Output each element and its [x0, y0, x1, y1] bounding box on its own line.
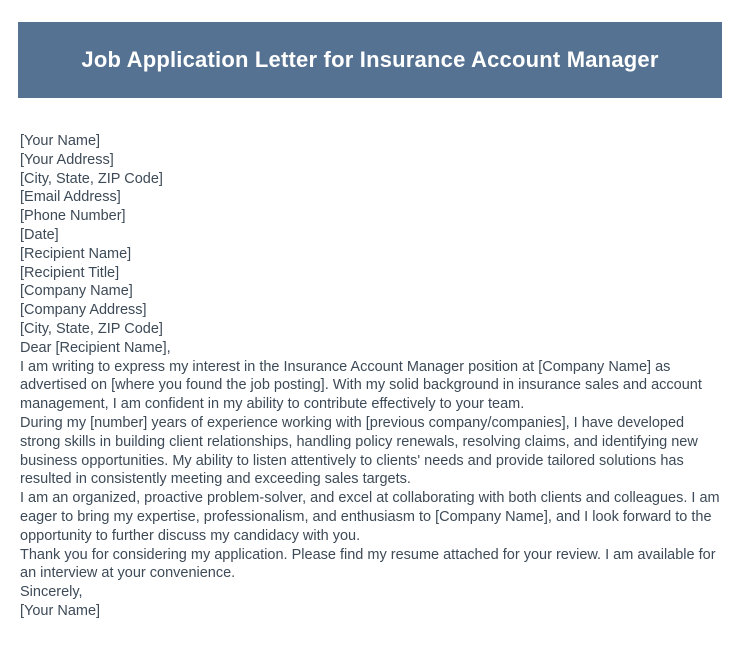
recipient-address-block — [20, 245, 722, 339]
body-paragraph-2: During my [number] years of experience working with [previous company/companies], I have developed strong skills in building client relationships, handling policy renewals, resolving claims, and identifying new business opportunities. My ability to listen attentively to clients' needs and provide tailored solutions has resulted in consistently meeting and exceeding sales targets. — [20, 414, 698, 488]
recipient-line: [Company Name] — [20, 283, 133, 300]
body-paragraph-3: I am an organized, proactive problem-solver, and excel at collaborating with both clients and colleagues. I am eager to bring my expertise, professionalism, and enthusiasm to [Company Name], and I look forward to the opportunity to further discuss my candidacy with you. — [20, 490, 720, 544]
letter-body — [20, 132, 722, 621]
document-header-banner — [18, 22, 722, 98]
sender-line: [Phone Number] — [20, 208, 126, 225]
recipient-line: [City, State, ZIP Code] — [20, 320, 163, 337]
sender-address-block — [20, 132, 722, 245]
body-paragraph-1: I am writing to express my interest in the Insurance Account Manager position at [Company Name] as advertised on [where you found the job posting]. With my solid background in insurance sales and account management, I am confident in my ability to contribute effectively to your team. — [20, 358, 702, 413]
salutation: Dear [Recipient Name], — [20, 339, 171, 356]
sender-line: [Your Name] — [20, 133, 101, 149]
sender-line: [Your Address] — [20, 151, 114, 168]
closing: Sincerely, — [20, 584, 83, 601]
date-line: [Date] — [20, 226, 59, 243]
page-title: Job Application Letter for Insurance Account Manager — [81, 47, 659, 72]
body-paragraph-4: Thank you for considering my application. Please find my resume attached for your review. I am available for an interview at your convenience. — [20, 546, 716, 582]
signature: [Your Name] — [20, 602, 101, 619]
sender-line: [City, State, ZIP Code] — [20, 170, 163, 187]
recipient-line: [Recipient Name] — [20, 245, 132, 262]
sender-line: [Email Address] — [20, 189, 121, 206]
recipient-line: [Recipient Title] — [20, 264, 120, 281]
recipient-line: [Company Address] — [20, 302, 147, 319]
